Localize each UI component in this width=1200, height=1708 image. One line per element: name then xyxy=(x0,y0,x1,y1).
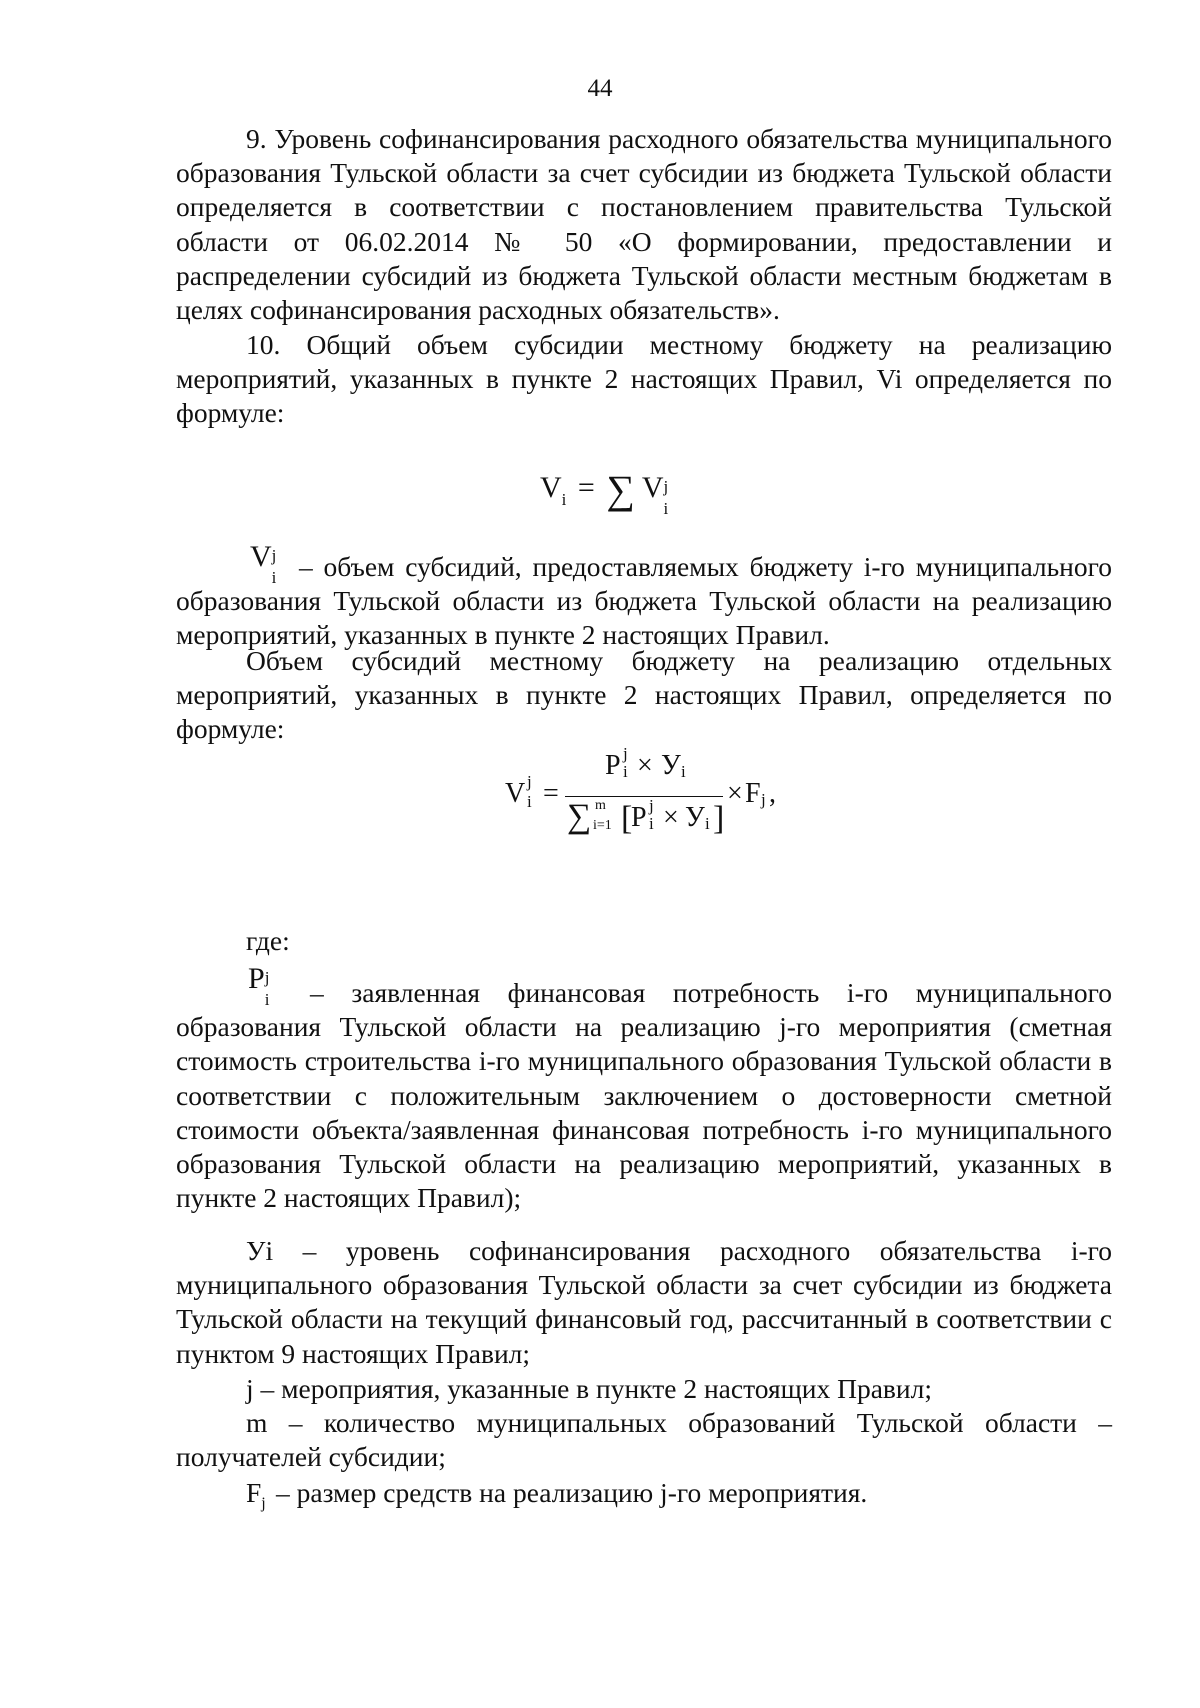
symbol-vij: V j i xyxy=(250,540,277,587)
definition-m: m – количество муниципальных образований Тульской области – получателей субсидии; xyxy=(176,1407,1112,1473)
symbol-pij: P j i xyxy=(248,962,270,1009)
fraction-bar xyxy=(565,796,723,797)
label-gde: где: xyxy=(246,925,290,956)
paragraph-obem: Объем субсидий местному бюджету на реализацию отдельных мероприятий, указанных в пункте 2 настоящих Правил, определяется по формуле: xyxy=(176,645,1112,745)
formula-vi-sum: $V_i$ = ∑ V j i xyxy=(540,467,669,518)
page-number: 44 xyxy=(587,75,613,102)
paragraph-9: 9. Уровень софинансирования расходного обязательства муниципального образования Тульской области за счет субсидии из бюджета Тульской области определяется в соответствии с постановлением правительства Тульской области от 06.02.2014 № 50 «О формировании, предоставлении и распределении субсидий из бюджета Тульской области местным бюджетам в целях софинансирования расходных обязательств». xyxy=(176,123,1112,326)
definition-vij: – объем субсидий, предоставляемых бюджету i-го муниципального образования Тульской области из бюджета Тульской области на реализацию мероприятий, указанных в пункте 2 настоящих Правил. xyxy=(176,551,1112,651)
definition-j: j – мероприятия, указанные в пункте 2 настоящих Правил; xyxy=(246,1373,932,1404)
definition-fj: – размер средств на реализацию j-го мероприятия. xyxy=(276,1477,868,1508)
formula-vij-fraction: V j i = P j i × У i ∑ m i=1 [ P j i × У i ] × F j , xyxy=(505,744,776,837)
symbol-fj: $F_j$ xyxy=(246,1477,266,1512)
definition-pij: – заявленная финансовая потребность i-го муниципального образования Тульской области на реализацию j-го мероприятия (сметная стоимость строительства i-го муниципального образования Тульской области в соответствии с положительным заключением о достоверности сметной стоимости объекта/заявленная финансовая потребность i-го муниципального образования Тульской области на реализацию мероприятий, указанных в пункте 2 настоящих Правил); xyxy=(176,977,1112,1214)
definition-yi: Уi – уровень софинансирования расходного обязательства i-го муниципального образования Тульской области за счет субсидии из бюджета Тульской области на текущий финансовый год, рассчитанный в соответствии с пунктом 9 настоящих Правил; xyxy=(176,1235,1112,1369)
paragraph-10: 10. Общий объем субсидии местному бюджету на реализацию мероприятий, указанных в пункте 2 настоящих Правил, Vi определяется по формуле: xyxy=(176,329,1112,429)
